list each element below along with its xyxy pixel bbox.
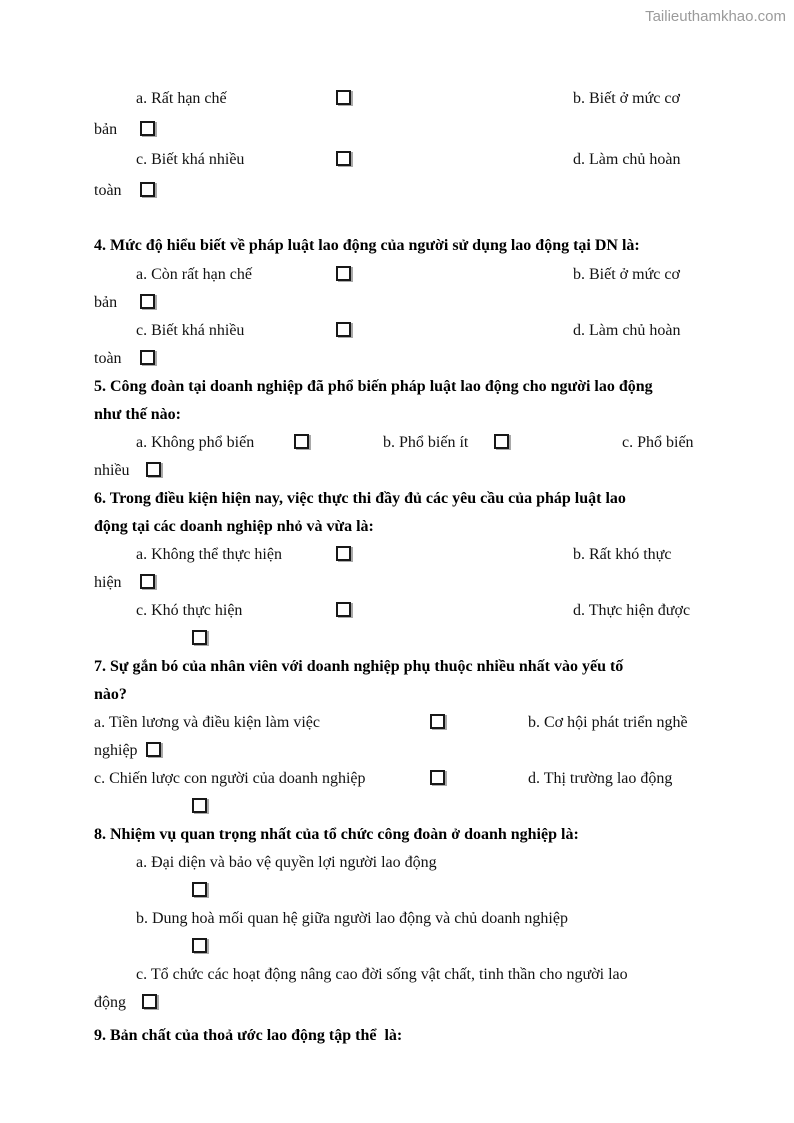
text-line [0, 1024, 794, 1048]
q3-option-d-wrap-label: toàn [94, 182, 122, 199]
q3-option-b-wrap-label: bản [94, 121, 118, 138]
q7-option-b-checkbox[interactable] [146, 742, 161, 757]
question-7-title-line2: nào? [94, 686, 127, 703]
text-line [0, 739, 794, 763]
text-line [0, 179, 794, 203]
text-line [0, 347, 794, 371]
q4-option-c-checkbox[interactable] [336, 322, 351, 337]
question-5-title: 5. Công đoàn tại doanh nghiệp đã phổ biến pháp luật lao động cho người lao động [94, 378, 653, 395]
text-line [0, 403, 794, 427]
q4-option-b-wrap-label: bản [94, 294, 118, 311]
q5-option-c-label: c. Phổ biến [622, 434, 694, 451]
q8-option-c-label: c. Tổ chức các hoạt động nâng cao đời sống vật chất, tinh thần cho người lao [136, 966, 628, 983]
text-line [0, 851, 794, 875]
q3-option-a-label: a. Rất hạn chế [136, 90, 227, 107]
q5-option-a-label: a. Không phổ biến [136, 434, 255, 451]
text-line [0, 459, 794, 483]
q6-option-c-label: c. Khó thực hiện [136, 602, 243, 619]
q5-option-b-checkbox[interactable] [494, 434, 509, 449]
q7-option-c-label: c. Chiến lược con người của doanh nghiệp [94, 770, 366, 787]
question-6-title-line2: động tại các doanh nghiệp nhỏ và vừa là: [94, 518, 374, 535]
text-line [0, 118, 794, 142]
q6-option-a-label: a. Không thể thực hiện [136, 546, 282, 563]
text-line [0, 571, 794, 595]
text-line [0, 431, 794, 455]
q6-option-d-checkbox[interactable] [192, 630, 207, 645]
q6-option-a-checkbox[interactable] [336, 546, 351, 561]
text-line [0, 148, 794, 172]
text-line [0, 543, 794, 567]
text-line [0, 599, 794, 623]
text-line [0, 907, 794, 931]
text-line [0, 515, 794, 539]
q7-option-d-checkbox[interactable] [192, 798, 207, 813]
question-7-title: 7. Sự gắn bó của nhân viên với doanh nghiệp phụ thuộc nhiều nhất vào yếu tố [94, 658, 624, 675]
text-line [0, 767, 794, 791]
q8-option-c-wrap-label: động [94, 994, 126, 1011]
q3-option-a-checkbox[interactable] [336, 90, 351, 105]
q3-option-b-checkbox[interactable] [140, 121, 155, 136]
question-6-title: 6. Trong điều kiện hiện nay, việc thực thi đầy đủ các yêu cầu của pháp luật lao [94, 490, 626, 507]
q6-option-b-label: b. Rất khó thực [573, 546, 672, 563]
q7-option-c-checkbox[interactable] [430, 770, 445, 785]
text-line [0, 655, 794, 679]
question-9-title: 9. Bản chất của thoả ước lao động tập thể là: [94, 1027, 403, 1044]
text-line [0, 879, 794, 903]
text-line [0, 795, 794, 819]
q6-option-d-label: d. Thực hiện được [573, 602, 691, 619]
q4-option-c-label: c. Biết khá nhiều [136, 322, 245, 339]
q3-option-d-checkbox[interactable] [140, 182, 155, 197]
question-8-title: 8. Nhiệm vụ quan trọng nhất của tổ chức công đoàn ở doanh nghiệp là: [94, 826, 579, 843]
q3-option-d-label: d. Làm chủ hoàn [573, 151, 681, 168]
q5-option-b-label: b. Phổ biến ít [383, 434, 469, 451]
q3-option-c-label: c. Biết khá nhiều [136, 151, 245, 168]
q5-option-c-wrap-label: nhiều [94, 462, 130, 479]
q8-option-b-checkbox[interactable] [192, 938, 207, 953]
q8-option-a-checkbox[interactable] [192, 882, 207, 897]
q7-option-b-label: b. Cơ hội phát triển nghề [528, 714, 688, 731]
q3-option-c-checkbox[interactable] [336, 151, 351, 166]
text-line [0, 823, 794, 847]
q8-option-b-label: b. Dung hoà mối quan hệ giữa người lao động và chủ doanh nghiệp [136, 910, 568, 927]
text-line [0, 319, 794, 343]
text-line [0, 627, 794, 651]
text-line [0, 487, 794, 511]
q4-option-d-checkbox[interactable] [140, 350, 155, 365]
text-line [0, 234, 794, 258]
text-line [0, 263, 794, 287]
q6-option-c-checkbox[interactable] [336, 602, 351, 617]
text-line [0, 87, 794, 111]
q5-option-c-checkbox[interactable] [146, 462, 161, 477]
text-line [0, 375, 794, 399]
q6-option-b-checkbox[interactable] [140, 574, 155, 589]
q4-option-d-wrap-label: toàn [94, 350, 122, 367]
q4-option-d-label: d. Làm chủ hoàn [573, 322, 681, 339]
q5-option-a-checkbox[interactable] [294, 434, 309, 449]
q4-option-a-label: a. Còn rất hạn chế [136, 266, 252, 283]
text-line [0, 291, 794, 315]
text-line [0, 991, 794, 1015]
q8-option-a-label: a. Đại diện và bảo vệ quyền lợi người lao động [136, 854, 437, 871]
question-5-title-line2: như thế nào: [94, 406, 181, 423]
q7-option-a-checkbox[interactable] [430, 714, 445, 729]
q7-option-a-label: a. Tiền lương và điều kiện làm việc [94, 714, 320, 731]
q7-option-b-wrap-label: nghiệp [94, 742, 138, 759]
text-line [0, 683, 794, 707]
watermark: Tailieuthamkhao.com [645, 8, 786, 25]
text-line [0, 711, 794, 735]
text-line [0, 935, 794, 959]
q4-option-b-checkbox[interactable] [140, 294, 155, 309]
q7-option-d-label: d. Thị trường lao động [528, 770, 673, 787]
q4-option-b-label: b. Biết ở mức cơ [573, 266, 680, 283]
text-line [0, 963, 794, 987]
q8-option-c-checkbox[interactable] [142, 994, 157, 1009]
question-4-title: 4. Mức độ hiểu biết về pháp luật lao động của người sử dụng lao động tại DN là: [94, 237, 640, 254]
q4-option-a-checkbox[interactable] [336, 266, 351, 281]
q6-option-b-wrap-label: hiện [94, 574, 122, 591]
q3-option-b-label: b. Biết ở mức cơ [573, 90, 680, 107]
